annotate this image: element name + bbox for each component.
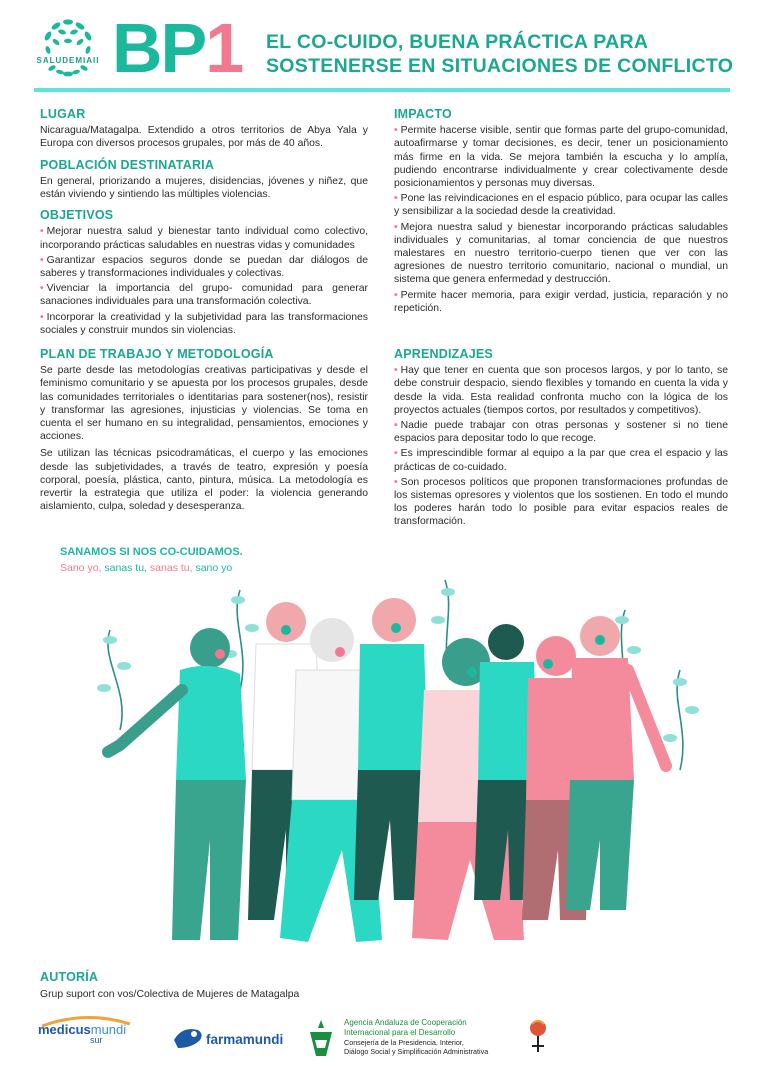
list-item: • Es imprescindible formar al equipo a la par que crea el espacio y las prácticas de co-cuidado. (394, 448, 728, 473)
list-item: • Son procesos políticos que proponen transformaciones profundas de los sistemas opresores y violentos que los sostienen. En todo el mundo los poderes harán todo lo posible para evitar espacios reales de transformación. (394, 476, 728, 528)
footer-logos (34, 1012, 734, 1062)
seal-icon (526, 1016, 550, 1056)
bp-number (112, 8, 242, 88)
aprendizajes-heading: APRENDIZAJES (394, 347, 493, 361)
person-figure (566, 616, 666, 910)
title-line-1: EL CO-CUIDO, BUENA PRÁCTICA PARA (266, 31, 649, 53)
bullet-icon: • (394, 448, 398, 460)
list-item: • Hay que tener en cuenta que son procesos largos, y por lo tanto, se debe construir despacio, siendo flexibles y tomando en cuenta la vida y desde la vida. Esta realidad confronta mucho con la lógica de los proyectos actuales (tiempos cortos, por resultados y competitivos). (394, 365, 728, 416)
section-aprendizajes (394, 348, 728, 531)
left-column (40, 108, 368, 345)
leaf-circle-icon (34, 14, 102, 78)
arc-icon (38, 1014, 134, 1028)
group-illustration (60, 570, 710, 960)
list-item: • Mejorar nuestra salud y bienestar tanto individual como colectivo, incorporando prácticas saludables en nuestras vidas y comunidades (40, 226, 368, 251)
list-item: • Incorporar la creatividad y la subjetividad para las transformaciones sociales y construir mundos sin violencias. (40, 311, 368, 336)
section-poblacion (40, 159, 368, 202)
plan-heading: PLAN DE TRABAJO Y METODOLOGÍA (40, 347, 274, 361)
poblacion-heading: POBLACIÓN DESTINATARIA (40, 157, 215, 172)
title-line-2: SOSTENERSE EN SITUACIONES DE CONFLICTO (266, 55, 734, 77)
lugar-heading: LUGAR (40, 107, 86, 121)
impacto-heading: IMPACTO (394, 107, 452, 121)
saludemia-logo-word: SALUDEMIAII (34, 56, 102, 65)
plan-paragraph-1: Se parte desde las metodologías creativas participativas y desde el feminismo comunitario y se apuesta por los procesos grupales, desde las comunidades territoriales o identitarias para sostener(nos), resistir y transformar las agresiones, injusticias y violencias. Se toma en cuenta el ser humano en su integralidad, pensamientos, emociones y acciones. (40, 365, 368, 443)
header-divider (34, 88, 730, 92)
section-autoria (40, 970, 299, 1000)
header (34, 9, 734, 87)
bullet-icon: • (40, 226, 44, 238)
farmamundi-hand-icon (172, 1022, 206, 1056)
bullet-icon: • (394, 476, 398, 488)
bullet-icon: • (394, 289, 398, 301)
saludemia-logo (34, 14, 102, 78)
bp-digit: 1 (205, 9, 243, 87)
bullet-icon: • (40, 254, 44, 266)
list-item: • Vivenciar la importancia del grupo- comunidad para generar sanaciones individuales para una transformación colectiva. (40, 283, 368, 308)
bullet-icon: • (40, 283, 44, 295)
bullet-icon: • (394, 125, 398, 137)
junta-andalucia-logo: Agencia Andaluza de Cooperación Internacional para el Desarrollo Consejería de la Presidencia, Interior, Diálogo Social y Simplificación Administrativa (304, 1018, 534, 1062)
bullet-icon: • (394, 221, 398, 233)
bullet-icon: • (394, 193, 398, 205)
autoria-text: Grup suport con vos/Colectiva de Mujeres de Matagalpa (40, 989, 300, 1000)
junta-andalucia-icon (304, 1018, 338, 1058)
poblacion-text: En general, priorizando a mujeres, disidencias, jóvenes y niñez, que están viviendo y sintiendo las múltiples violencias. (40, 175, 368, 201)
list-item: • Nadie puede trabajar con otras personas y sostener si no tiene espacios para depositar todo lo que recoge. (394, 420, 728, 445)
bp-letters: BP (112, 9, 206, 87)
section-lugar (40, 108, 368, 151)
list-item: • Permite hacer memoria, para exigir verdad, justicia, reparación y no repetición. (394, 289, 728, 314)
section-impacto (394, 108, 728, 317)
objetivos-heading: OBJETIVOS (40, 208, 114, 223)
bullet-icon: • (394, 365, 398, 377)
lugar-text: Nicaragua/Matagalpa. Extendido a otros territorios de Abya Yala y Europa con diversos procesos grupales, por más de 40 años. (40, 125, 368, 150)
person-figure (108, 628, 246, 940)
list-item: • Garantizar espacios seguros donde se puedan dar diálogos de saberes y transformaciones individuales y colectivas. (40, 254, 368, 280)
section-objetivos (40, 209, 368, 337)
bullet-icon: • (394, 420, 398, 432)
list-item: • Pone las reivindicaciones en el espacio público, para ocupar las calles y sensibilizar a la sociedad desde la creatividad. (394, 193, 728, 218)
autoria-heading: AUTORÍA (40, 970, 99, 984)
slogan-subline: Sano yo, sanas tu, sanas tu, sano yo (60, 562, 233, 574)
seal-logo (526, 1016, 550, 1056)
bullet-icon: • (40, 311, 44, 323)
list-item: • Permite hacerse visible, sentir que formas parte del grupo-comunidad, autoafirmarse y tomar decisiones, es decir, tener un posicionamiento más firme en la vida. Se mejora también la escucha y lo amplía, pudiendo encontrarse individualmente y crear colectivamente desde posicionamientos y personas muy diversas. (394, 125, 728, 190)
slogan-headline: SANAMOS SI NOS CO-CUIDAMOS. (60, 546, 243, 558)
medicusmundi-logo: medicusmundi sur (38, 1022, 126, 1045)
page-title (266, 30, 736, 78)
list-item: • Mejora nuestra salud y bienestar incorporando prácticas saludables individuales y comunitarias, al tomar conciencia de que nuestros malestares en nuestro territorio-cuerpo tienen que ver con las agresiones de nuestro territorio comunitario, nacional o mundial, un sistema que genera enfermedad y destrucción. (394, 221, 728, 286)
farmamundi-logo: farmamundi (172, 1018, 312, 1058)
plan-paragraph-2: Se utilizan las técnicas psicodramáticas, el cuerpo y las emociones desde las subjetividades, a través de teatro, expresión y poesía corporal, poesía, plástica, canto, pintura, música. La metodología es revertir la estrategia que utiliza el poder: la violencia generando aislamiento, culpa, soledad y desesperanza. (40, 448, 368, 513)
section-plan (40, 348, 368, 517)
